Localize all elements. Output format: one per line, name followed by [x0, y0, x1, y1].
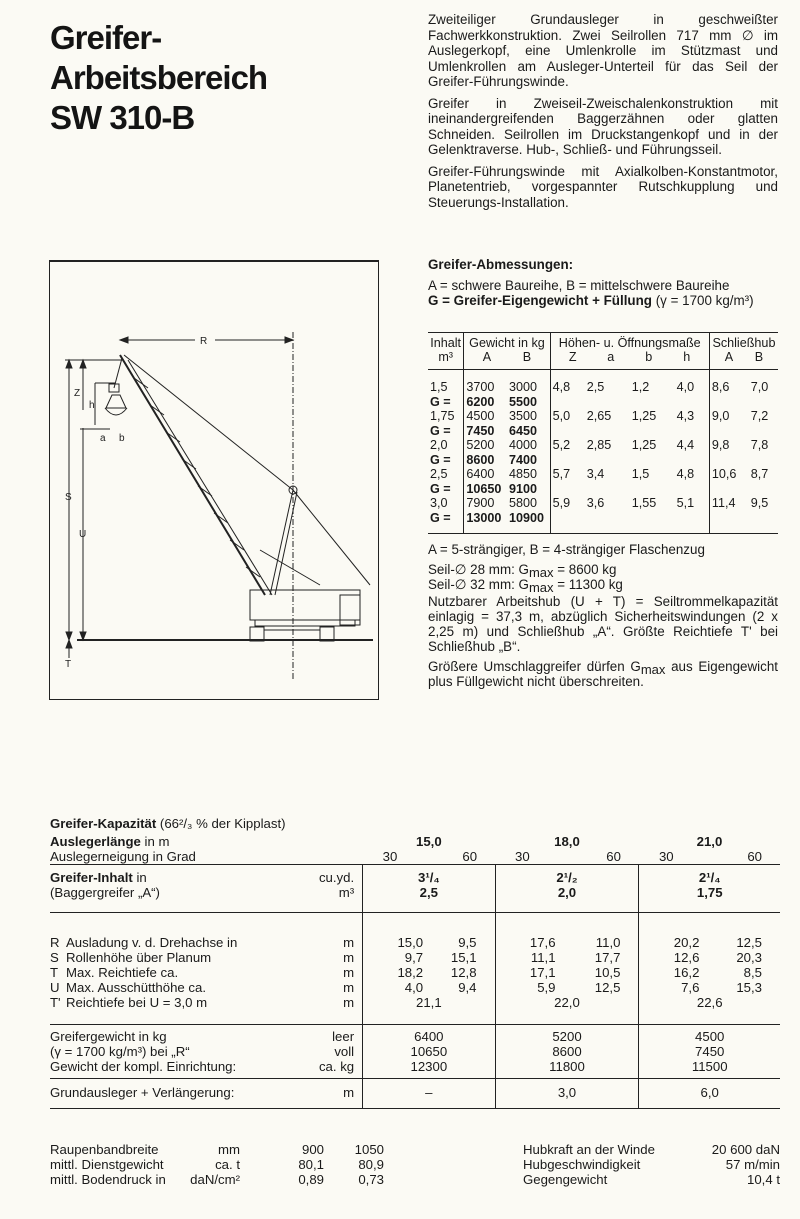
dim-label: U Max. Ausschütthöhe ca. — [50, 980, 207, 995]
capacity-table: Auslegerlänge in m Auslegerneigung in Grad 15,0 30 60 18,0 30 60 21,0 30 60 Greifer-Inhalt in (Baggergreifer „A“) cu.yd. m³ 3¹/₄ 2,5 2¹/₂ 2,0 2¹/₄ 1,75 R Ausladung v. d. Drehachse in S Rollenhöhe über Planum T Max. Reichtiefe ca. U Max. Ausschütthöhe ca. T' Reichtiefe bei U = 3,0 m m m m m m 15,0 9,5 9,7 15,1 18,2 12,8 4,0 9,4 21,1 17,6 11,0 11,1 17,7 17,1 10,5 5,9 12,5 22,0 20,2 12,5 12,6 20,3 16,2 8,5 7,6 15,3 22,6 Greifergewicht in kg (γ = 1700 kg/m³) bei „R“ Gewicht der kompl. Einrichtung: leer voll ca. kg 6400 10650 12300 5200 8600 11800 4500 7450 11500 Grundausleger + Verlängerung: m – 3,0 6,0 — [50, 834, 780, 1109]
footer-v2: 1050 80,9 0,73 — [354, 1142, 384, 1187]
legend-g-bold: G = Greifer-Eigengewicht + Füllung — [428, 293, 652, 308]
svg-text:U: U — [79, 529, 87, 540]
footer-labels: Raupenbandbreite mittl. Dienstgewicht mittl. Bodendruck in — [50, 1142, 166, 1187]
dim-label: S Rollenhöhe über Planum — [50, 950, 212, 965]
crane-drawing-icon — [50, 260, 380, 700]
grab-notes — [428, 542, 778, 694]
dimension-rows: R Ausladung v. d. Drehachse in S Rollenhöhe über Planum T Max. Reichtiefe ca. U Max. Ausschütthöhe ca. T' Reichtiefe bei U = 3,0 m m m m m m 15,0 9,5 9,7 15,1 18,2 12,8 4,0 9,4 21,1 17,6 11,0 11,1 17,7 17,1 10,5 5,9 12,5 22,0 20,2 12,5 12,6 20,3 16,2 8,5 7,6 15,3 22,6 — [50, 913, 780, 1025]
dim-label: T Max. Reichtiefe ca. — [50, 965, 179, 980]
grab-row: 1,5 3700 3000 4,8 2,5 1,2 4,0 8,6 7,0 — [428, 370, 778, 395]
svg-text:T: T — [65, 659, 72, 670]
legend-ab: A = schwere Baureihe, B = mittelschwere Baureihe — [428, 278, 730, 293]
capacity-title — [50, 816, 780, 831]
dimensions-heading: Greifer-Abmessungen: — [428, 257, 574, 272]
svg-text:Z: Z — [74, 388, 81, 399]
footer-right-labels: Hubkraft an der Winde Hubgeschwindigkeit Gegengewicht — [523, 1142, 655, 1187]
capacity-title-rest: (66²/₃ % der Kipplast) — [156, 816, 286, 831]
intro-text — [428, 12, 778, 216]
note-umschlaggreifer: Größere Umschlaggreifer dürfen $G_{max}$ aus Eigengewicht plus Füllgewicht nicht überschreiten. — [428, 659, 779, 689]
col-schliesshub: Schließhub A B — [709, 333, 778, 370]
page-title — [50, 18, 267, 138]
svg-text:S: S — [65, 492, 72, 503]
footer-right-values: 20 600 daN 57 m/min 10,4 t — [711, 1142, 780, 1187]
svg-text:b: b — [119, 433, 125, 444]
intro-paragraph-2: Greifer in Zweiseil-Zweischalenkonstruktion mit ineinandergreifenden Baggerzähnen oder glatten Schneiden. Seilrollen im Druckstangenkopf und in der Gelenktraverse. Hub-, Schließ- und Führungsseil. — [428, 95, 778, 157]
legend-g — [428, 293, 788, 308]
footer-v1: 900 80,1 0,89 — [298, 1142, 324, 1187]
intro-paragraph-1: Zweiteiliger Grundausleger in geschweißter Fachwerkkonstruktion. Zwei Seilrollen 717 mm ∅ im Auslegerkopf, eine Umlenkrolle im Stützmast und Umlenkrollen am Ausleger-Unterteil für das Seil der Greifer-Führungswinde. — [428, 12, 778, 89]
grab-row: 2,0 5200 4000 5,2 2,85 1,25 4,4 9,8 7,8 — [430, 438, 769, 452]
grab-row: 3,0 7900 5800 5,9 3,6 1,55 5,1 11,4 9,5 — [430, 496, 769, 510]
extension-row: Grundausleger + Verlängerung: m – 3,0 6,0 — [50, 1079, 780, 1109]
intro-paragraph-3: Greifer-Führungswinde mit Axialkolben-Konstantmotor, Planetentrieb, vorgespannter Rutschkupplung und Steuerungs-Installation. — [428, 163, 778, 210]
grab-g-row: G = 10650 9100 — [428, 482, 778, 497]
inhalt-row: Greifer-Inhalt in (Baggergreifer „A“) cu.yd. m³ 3¹/₄ 2,5 2¹/₂ 2,0 2¹/₄ 1,75 — [50, 865, 780, 913]
col-gewicht: Gewicht in kg A B — [464, 333, 550, 370]
grab-g-row: G = 7450 6450 — [428, 424, 778, 439]
capacity-title-bold: Greifer-Kapazität — [50, 816, 157, 831]
grab-row: 1,75 4500 3500 5,0 2,65 1,25 4,3 9,0 7,2 — [430, 409, 769, 423]
weight-rows: Greifergewicht in kg (γ = 1700 kg/m³) bei „R“ Gewicht der kompl. Einrichtung: leer voll ca. kg 6400 10650 12300 5200 8600 11800 4500 7450 11500 — [50, 1025, 780, 1079]
label-R: R — [200, 336, 208, 347]
grab-g-row: G = 13000 10900 — [428, 511, 778, 534]
note-flaschenzug: A = 5-strängiger, B = 4-strängiger Flaschenzug — [428, 542, 705, 557]
title-line-2: Arbeitsbereich — [50, 59, 268, 96]
grab-dimensions-table — [428, 332, 778, 534]
title-line-1: Greifer- — [50, 19, 162, 56]
grab-row: 2,5 6400 4850 5,7 3,4 1,5 4,8 10,6 8,7 — [430, 467, 769, 481]
note-seil-28: Seil-∅ 28 mm: $G_{max} = 8600$ kg Seil-∅ 32 mm: $G_{max} = 11300$ kg — [428, 562, 623, 595]
svg-text:a: a — [100, 433, 106, 444]
crane-diagram — [49, 260, 379, 700]
grab-g-row: G = 8600 7400 — [428, 453, 778, 468]
dim-label: R Ausladung v. d. Drehachse in — [50, 935, 238, 950]
title-line-3: SW 310-B — [50, 99, 195, 136]
legend-g-rest: (γ = 1700 kg/m³) — [655, 293, 754, 308]
footer-units: mm ca. t daN/cm² — [190, 1142, 240, 1187]
col-inhalt: Inhalt m³ — [428, 333, 464, 370]
grab-dimensions-header — [428, 257, 788, 308]
col-hoehen: Höhen- u. Öffnungsmaße Z a b h — [550, 333, 709, 370]
svg-text:h: h — [89, 400, 95, 411]
dim-label: T' Reichtiefe bei U = 3,0 m — [50, 995, 208, 1010]
grab-g-row: G = 6200 5500 — [428, 395, 778, 410]
note-arbeitshub: Nutzbarer Arbeitshub (U + T) = Seiltrommelkapazität einlagig = 37,3 m, abzüglich Sicherheitswindungen (2 x 2,25 m) und Schließhub „A“. Größte Reichtiefe T' bei Schließhub „B“. — [428, 594, 778, 654]
